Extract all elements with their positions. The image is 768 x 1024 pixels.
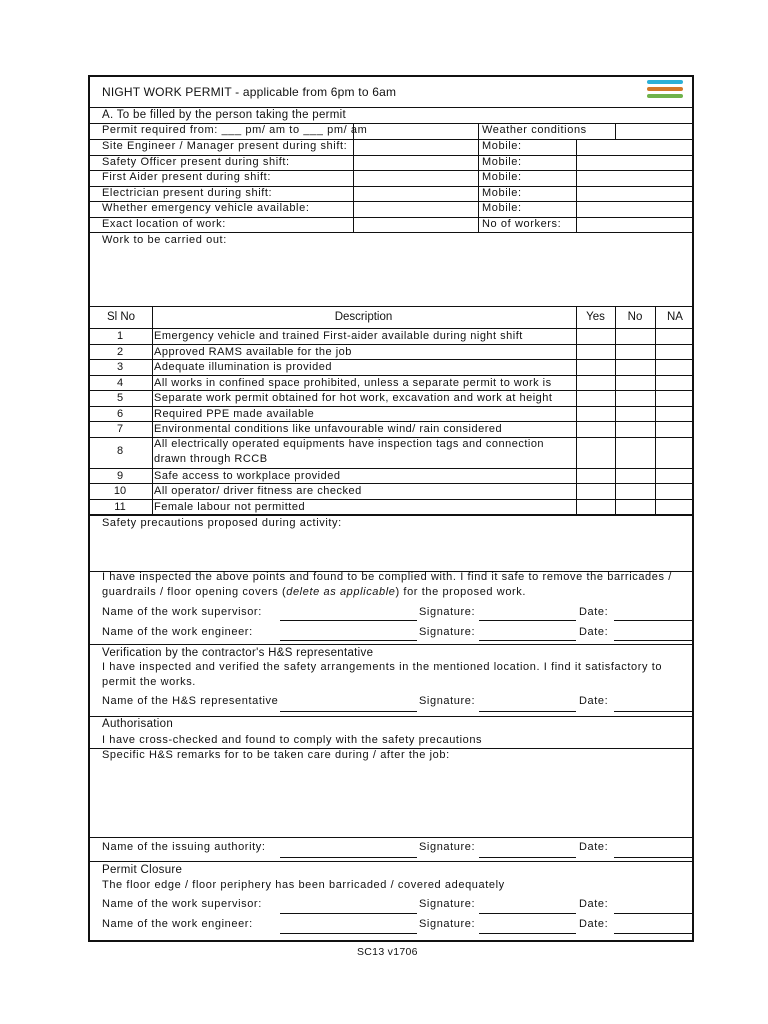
field-mobile-2[interactable]: Mobile: xyxy=(482,156,522,168)
engineer-signature-input[interactable] xyxy=(479,640,576,641)
field-emergency-vehicle[interactable]: Whether emergency vehicle available: xyxy=(102,202,310,214)
field-mobile-1[interactable]: Mobile: xyxy=(482,140,522,152)
field-site-engineer[interactable]: Site Engineer / Manager present during shift: xyxy=(102,140,348,152)
work-engineer-input[interactable] xyxy=(280,640,417,641)
logo-stripe-orange xyxy=(647,87,683,91)
field-mobile-3[interactable]: Mobile: xyxy=(482,171,522,183)
hs-remarks-field[interactable]: Specific H&S remarks for to be taken care during / after the job: xyxy=(102,749,450,761)
date-label: Date: xyxy=(579,898,609,910)
date-label: Date: xyxy=(579,841,609,853)
closure-supervisor-signature-input[interactable] xyxy=(479,913,576,914)
verification-heading: Verification by the contractor's H&S representative xyxy=(102,647,374,659)
issuing-authority-input[interactable] xyxy=(280,857,417,858)
permit-form: NIGHT WORK PERMIT - applicable from 6pm to 6am A. To be filled by the person taking the permit Permit required from: ___ pm/ am to ___ pm/ am Weather conditions Site Engineer / Manager present during shift: Mobile: Safety Officer present during shift: Mobile: First Aider present during shift: Mobile: Electrician present during shift: Mobile: Whether emergency vehicle available: Mobile: Exact location of work: No of workers: Work to be carried out: Sl No Description Yes No NA 1 Emergency vehicle and trained First-aider available during night shift 2 Approved RAMS available for the job 3 Adequate illumination is provided 4 All works in confined space prohibited, unless a separate permit to work is 5 Separate work permit obtained for hot work, excavation and work at height 6 Required PPE made available 7 Environmental conditions like unfavourable wind/ rain considered 8 All electrically operated equipments have inspection tags and connection drawn through RCCB 9 Safe access to workplace provided 10 All operator/ driver fitness are checked 11 Female labour not permitted Safety precautions proposed during activity: I have inspected the above points and found to be complied with. I find it safe to remove the barricades / guardrails / floor opening covers (delete as applicable) for the proposed work. Name of the work supervisor: Signature: Date: Name of the work engineer: Signature: Date: Verification by the contractor's H&S representative I have inspected and verified the safety arrangements in the mentioned location. I find it satisfactory to permit the works. Name of the H&S representative Signature: Date: Authorisation I have cross-checked and found to comply with the safety precautions Specific H&S remarks for to be taken care during / after the job: Name of the issuing authority: Signature: Date: Permit Closure The floor edge / floor periphery has been barricaded / covered adequately Name of the work supervisor: Signature: Date: Name of the work engineer: Signature: Date: xyxy=(88,75,694,942)
field-safety-officer[interactable]: Safety Officer present during shift: xyxy=(102,156,290,168)
col-header-sl: Sl No xyxy=(106,311,136,323)
work-supervisor-label: Name of the work supervisor: xyxy=(102,606,262,618)
work-description-field[interactable]: Work to be carried out: xyxy=(102,234,227,246)
field-weather[interactable]: Weather conditions xyxy=(482,124,587,136)
hs-signature-input[interactable] xyxy=(479,711,576,712)
closure-engineer-input[interactable] xyxy=(280,933,417,934)
authority-signature-input[interactable] xyxy=(479,857,576,858)
field-permit-time[interactable]: Permit required from: ___ pm/ am to ___ pm/ am xyxy=(102,124,368,136)
company-logo xyxy=(647,80,683,101)
work-supervisor-input[interactable] xyxy=(280,620,417,621)
field-electrician[interactable]: Electrician present during shift: xyxy=(102,187,273,199)
signature-label: Signature: xyxy=(419,626,476,638)
authorisation-heading: Authorisation xyxy=(102,718,174,730)
logo-stripe-green xyxy=(647,94,683,98)
closure-supervisor-date-input[interactable] xyxy=(614,913,694,914)
engineer-date-input[interactable] xyxy=(614,640,694,641)
logo-stripe-blue xyxy=(647,80,683,84)
authorisation-statement: I have cross-checked and found to comply with the safety precautions xyxy=(102,734,483,746)
hs-representative-label: Name of the H&S representative xyxy=(102,695,279,707)
signature-label: Signature: xyxy=(419,918,476,930)
safety-precautions-field[interactable]: Safety precautions proposed during activity: xyxy=(102,517,342,529)
closure-heading: Permit Closure xyxy=(102,864,183,876)
date-label: Date: xyxy=(579,626,609,638)
hs-date-input[interactable] xyxy=(614,711,694,712)
supervisor-date-input[interactable] xyxy=(614,620,694,621)
closure-engineer-signature-input[interactable] xyxy=(479,933,576,934)
closure-statement: The floor edge / floor periphery has been barricaded / covered adequately xyxy=(102,879,505,891)
col-header-no: No xyxy=(627,311,643,323)
closure-engineer-label: Name of the work engineer: xyxy=(102,918,253,930)
field-workers[interactable]: No of workers: xyxy=(482,218,562,230)
col-header-na: NA xyxy=(667,311,683,323)
closure-engineer-date-input[interactable] xyxy=(614,933,694,934)
field-location[interactable]: Exact location of work: xyxy=(102,218,226,230)
inspection-statement: I have inspected the above points and found to be complied with. I find it safe to remove the barricades / guardrails / floor opening covers (delete as applicable) for the proposed work. xyxy=(102,571,672,598)
date-label: Date: xyxy=(579,918,609,930)
closure-supervisor-input[interactable] xyxy=(280,913,417,914)
signature-label: Signature: xyxy=(419,898,476,910)
col-header-description: Description xyxy=(334,311,393,323)
signature-label: Signature: xyxy=(419,606,476,618)
field-mobile-4[interactable]: Mobile: xyxy=(482,187,522,199)
work-engineer-label: Name of the work engineer: xyxy=(102,626,253,638)
verification-statement: I have inspected and verified the safety arrangements in the mentioned location. I find it satisfactory to permit the works. xyxy=(102,661,663,688)
field-mobile-5[interactable]: Mobile: xyxy=(482,202,522,214)
field-first-aider[interactable]: First Aider present during shift: xyxy=(102,171,271,183)
closure-supervisor-label: Name of the work supervisor: xyxy=(102,898,262,910)
issuing-authority-label: Name of the issuing authority: xyxy=(102,841,266,853)
date-label: Date: xyxy=(579,606,609,618)
signature-label: Signature: xyxy=(419,695,476,707)
supervisor-signature-input[interactable] xyxy=(479,620,576,621)
form-code: SC13 v1706 xyxy=(357,946,418,958)
date-label: Date: xyxy=(579,695,609,707)
hs-representative-input[interactable] xyxy=(280,711,417,712)
divider xyxy=(90,107,694,108)
form-title: NIGHT WORK PERMIT - applicable from 6pm to 6am xyxy=(102,85,397,99)
authority-date-input[interactable] xyxy=(614,857,694,858)
section-a-heading: A. To be filled by the person taking the permit xyxy=(102,109,347,121)
col-header-yes: Yes xyxy=(586,311,605,323)
signature-label: Signature: xyxy=(419,841,476,853)
